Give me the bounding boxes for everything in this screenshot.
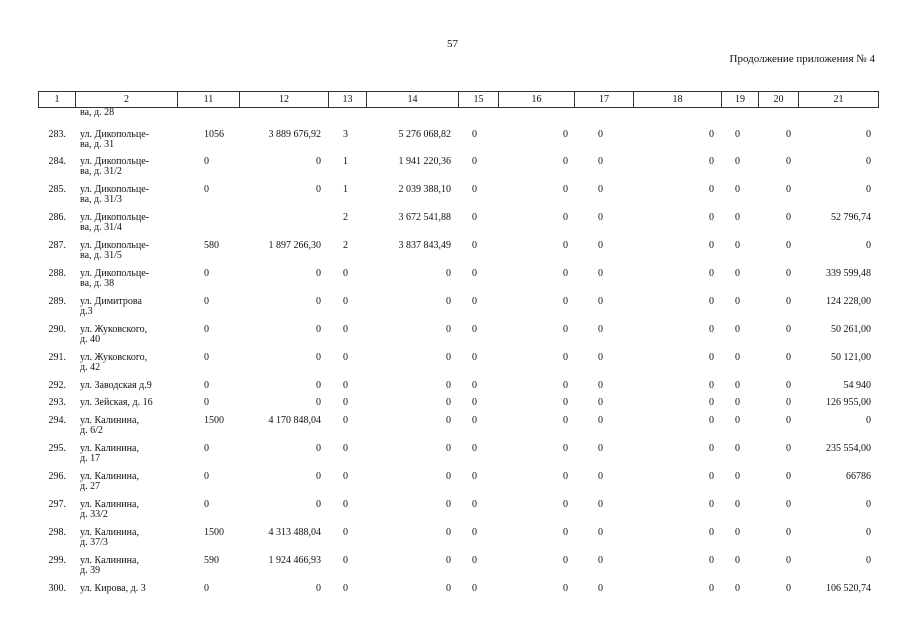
cell-col-13: 0 (343, 583, 348, 594)
address-line: ва, д. 31/2 (80, 165, 122, 177)
column-header-19: 19 (721, 92, 758, 107)
row-number: 295. (48, 443, 66, 454)
cell-col-14: 3 672 541,88 (398, 212, 451, 223)
cell-col-19: 0 (735, 499, 740, 510)
cell-col-11: 0 (204, 296, 209, 307)
cell-col-13: 0 (343, 471, 348, 482)
cell-col-18: 0 (709, 129, 714, 140)
row-number: 299. (48, 555, 66, 566)
cell-col-19: 0 (735, 415, 740, 426)
cell-col-18: 0 (709, 156, 714, 167)
column-header-15: 15 (458, 92, 498, 107)
cell-col-15: 0 (472, 184, 477, 195)
cell-col-14: 0 (446, 415, 451, 426)
cell-col-14: 0 (446, 443, 451, 454)
cell-col-12: 0 (316, 397, 321, 408)
address-cell (80, 353, 190, 372)
cell-col-16: 0 (563, 583, 568, 594)
row-number: 294. (48, 415, 66, 426)
cell-col-16: 0 (563, 380, 568, 391)
cell-col-12: 0 (316, 268, 321, 279)
cell-col-17: 0 (598, 471, 603, 482)
cell-col-16: 0 (563, 471, 568, 482)
address-line: ва, д. 31 (80, 138, 115, 150)
cell-col-19: 0 (735, 443, 740, 454)
cell-col-17: 0 (598, 583, 603, 594)
cell-col-20: 0 (786, 324, 791, 335)
cell-col-21: 50 261,00 (831, 324, 871, 335)
cell-col-14: 1 941 220,36 (398, 156, 451, 167)
cell-col-20: 0 (786, 380, 791, 391)
cell-col-21: 339 599,48 (826, 268, 871, 279)
address-cell (80, 269, 190, 288)
cell-col-20: 0 (786, 499, 791, 510)
row-number: 291. (48, 352, 66, 363)
cell-col-19: 0 (735, 397, 740, 408)
address-cell (80, 472, 190, 491)
cell-col-16: 0 (563, 184, 568, 195)
cell-col-11: 0 (204, 268, 209, 279)
address-line: ва, д. 31/4 (80, 221, 122, 233)
address-line: ул. Дикопольце- (80, 184, 149, 195)
cell-col-13: 0 (343, 380, 348, 391)
cell-col-14: 0 (446, 324, 451, 335)
cell-col-19: 0 (735, 129, 740, 140)
cell-col-21: 0 (866, 415, 871, 426)
cell-col-14: 3 837 843,49 (398, 240, 451, 251)
address-line: ул. Калинина, (80, 443, 139, 454)
cell-col-11: 590 (204, 555, 219, 566)
cell-col-18: 0 (709, 471, 714, 482)
continued-address: ва, д. 28 (80, 107, 115, 118)
cell-col-16: 0 (563, 397, 568, 408)
cell-col-20: 0 (786, 583, 791, 594)
cell-col-19: 0 (735, 380, 740, 391)
cell-col-18: 0 (709, 352, 714, 363)
address-line: ул. Калинина, (80, 527, 139, 538)
cell-col-15: 0 (472, 268, 477, 279)
cell-col-13: 3 (343, 129, 348, 140)
address-cell (80, 528, 190, 547)
address-cell (80, 398, 190, 408)
cell-col-18: 0 (709, 296, 714, 307)
cell-col-19: 0 (735, 268, 740, 279)
cell-col-15: 0 (472, 380, 477, 391)
cell-col-15: 0 (472, 240, 477, 251)
row-number: 292. (48, 380, 66, 391)
address-cell (80, 325, 190, 344)
cell-col-20: 0 (786, 555, 791, 566)
address-line: д.3 (80, 305, 93, 317)
cell-col-20: 0 (786, 352, 791, 363)
cell-col-19: 0 (735, 184, 740, 195)
cell-col-16: 0 (563, 268, 568, 279)
cell-col-21: 0 (866, 156, 871, 167)
cell-col-11: 0 (204, 324, 209, 335)
cell-col-14: 0 (446, 471, 451, 482)
cell-col-20: 0 (786, 240, 791, 251)
cell-col-15: 0 (472, 156, 477, 167)
cell-col-11: 0 (204, 380, 209, 391)
address-cell (80, 297, 190, 316)
address-cell (80, 130, 190, 149)
cell-col-12: 0 (316, 380, 321, 391)
row-number: 293. (48, 397, 66, 408)
cell-col-18: 0 (709, 184, 714, 195)
cell-col-12: 1 897 266,30 (268, 240, 321, 251)
cell-col-16: 0 (563, 324, 568, 335)
cell-col-15: 0 (472, 129, 477, 140)
cell-col-14: 0 (446, 397, 451, 408)
cell-col-17: 0 (598, 352, 603, 363)
cell-col-21: 106 520,74 (826, 583, 871, 594)
cell-col-11: 0 (204, 156, 209, 167)
cell-col-12: 0 (316, 443, 321, 454)
table-column-header (38, 91, 879, 108)
address-line: ул. Дикопольце- (80, 240, 149, 251)
address-line: д. 6/2 (80, 424, 103, 436)
row-number: 297. (48, 499, 66, 510)
cell-col-18: 0 (709, 443, 714, 454)
column-header-17: 17 (574, 92, 633, 107)
cell-col-13: 0 (343, 324, 348, 335)
cell-col-14: 0 (446, 583, 451, 594)
cell-col-14: 2 039 388,10 (398, 184, 451, 195)
cell-col-15: 0 (472, 443, 477, 454)
address-line: ул. Дикопольце- (80, 156, 149, 167)
column-header-20: 20 (758, 92, 798, 107)
cell-col-21: 66786 (846, 471, 871, 482)
row-number: 289. (48, 296, 66, 307)
cell-col-16: 0 (563, 129, 568, 140)
address-cell (80, 444, 190, 463)
cell-col-16: 0 (563, 527, 568, 538)
cell-col-12: 0 (316, 583, 321, 594)
cell-col-13: 0 (343, 499, 348, 510)
address-line: ул. Жуковского, (80, 352, 148, 363)
cell-col-16: 0 (563, 296, 568, 307)
cell-col-17: 0 (598, 499, 603, 510)
address-line: ул. Дикопольце- (80, 268, 149, 279)
address-line: ва, д. 31/3 (80, 193, 122, 205)
cell-col-20: 0 (786, 296, 791, 307)
address-line: ул. Калинина, (80, 555, 139, 566)
row-number: 285. (48, 184, 66, 195)
cell-col-19: 0 (735, 352, 740, 363)
row-number: 296. (48, 471, 66, 482)
column-header-14: 14 (366, 92, 458, 107)
cell-col-20: 0 (786, 268, 791, 279)
cell-col-14: 0 (446, 380, 451, 391)
cell-col-13: 0 (343, 443, 348, 454)
cell-col-16: 0 (563, 156, 568, 167)
cell-col-13: 0 (343, 296, 348, 307)
cell-col-18: 0 (709, 268, 714, 279)
row-number: 287. (48, 240, 66, 251)
cell-col-18: 0 (709, 527, 714, 538)
cell-col-17: 0 (598, 324, 603, 335)
row-number: 290. (48, 324, 66, 335)
cell-col-11: 0 (204, 583, 209, 594)
address-cell (80, 556, 190, 575)
cell-col-13: 2 (343, 212, 348, 223)
cell-col-21: 0 (866, 240, 871, 251)
cell-col-18: 0 (709, 415, 714, 426)
row-number: 284. (48, 156, 66, 167)
cell-col-11: 1500 (204, 415, 224, 426)
cell-col-12: 0 (316, 499, 321, 510)
cell-col-21: 0 (866, 184, 871, 195)
address-line: ул. Калинина, (80, 499, 139, 510)
cell-col-18: 0 (709, 212, 714, 223)
address-line: д. 42 (80, 361, 101, 373)
cell-col-12: 0 (316, 156, 321, 167)
cell-col-15: 0 (472, 471, 477, 482)
cell-col-14: 5 276 068,82 (398, 129, 451, 140)
cell-col-11: 0 (204, 443, 209, 454)
cell-col-18: 0 (709, 555, 714, 566)
cell-col-12: 1 924 466,93 (268, 555, 321, 566)
cell-col-17: 0 (598, 129, 603, 140)
cell-col-11: 0 (204, 184, 209, 195)
cell-col-13: 1 (343, 184, 348, 195)
address-line: д. 33/2 (80, 508, 108, 520)
cell-col-11: 0 (204, 499, 209, 510)
cell-col-20: 0 (786, 212, 791, 223)
column-header-18: 18 (633, 92, 721, 107)
page-number: 57 (447, 38, 458, 50)
row-number: 288. (48, 268, 66, 279)
cell-col-12: 4 313 488,04 (268, 527, 321, 538)
cell-col-13: 0 (343, 397, 348, 408)
address-cell (80, 157, 190, 176)
cell-col-12: 0 (316, 324, 321, 335)
cell-col-21: 0 (866, 527, 871, 538)
row-number: 286. (48, 212, 66, 223)
cell-col-15: 0 (472, 583, 477, 594)
cell-col-17: 0 (598, 380, 603, 391)
cell-col-17: 0 (598, 527, 603, 538)
address-line: д. 17 (80, 452, 101, 464)
cell-col-14: 0 (446, 499, 451, 510)
cell-col-18: 0 (709, 397, 714, 408)
address-line: ва, д. 38 (80, 277, 115, 289)
cell-col-15: 0 (472, 324, 477, 335)
address-line: ул. Димитрова (80, 296, 142, 307)
cell-col-17: 0 (598, 397, 603, 408)
cell-col-21: 0 (866, 555, 871, 566)
cell-col-21: 50 121,00 (831, 352, 871, 363)
cell-col-11: 580 (204, 240, 219, 251)
appendix-caption: Продолжение приложения № 4 (729, 53, 875, 65)
cell-col-17: 0 (598, 212, 603, 223)
cell-col-17: 0 (598, 555, 603, 566)
cell-col-21: 124 228,00 (826, 296, 871, 307)
cell-col-13: 1 (343, 156, 348, 167)
column-header-21: 21 (798, 92, 878, 107)
cell-col-18: 0 (709, 240, 714, 251)
cell-col-21: 54 940 (843, 380, 871, 391)
address-line: ул. Заводская д.9 (80, 380, 152, 391)
address-cell (80, 500, 190, 519)
address-cell (80, 241, 190, 260)
column-header-1: 1 (54, 94, 60, 105)
address-cell (80, 416, 190, 435)
cell-col-12: 3 889 676,92 (268, 129, 321, 140)
address-line: д. 39 (80, 564, 101, 576)
cell-col-21: 0 (866, 499, 871, 510)
cell-col-19: 0 (735, 527, 740, 538)
column-header-12: 12 (239, 92, 328, 107)
cell-col-21: 235 554,00 (826, 443, 871, 454)
cell-col-18: 0 (709, 499, 714, 510)
cell-col-17: 0 (598, 443, 603, 454)
cell-col-16: 0 (563, 352, 568, 363)
cell-col-20: 0 (786, 129, 791, 140)
row-number: 300. (48, 583, 66, 594)
cell-col-15: 0 (472, 296, 477, 307)
cell-col-17: 0 (598, 268, 603, 279)
cell-col-16: 0 (563, 443, 568, 454)
cell-col-19: 0 (735, 212, 740, 223)
cell-col-16: 0 (563, 415, 568, 426)
cell-col-11: 1056 (204, 129, 224, 140)
cell-col-15: 0 (472, 212, 477, 223)
cell-col-19: 0 (735, 471, 740, 482)
cell-col-17: 0 (598, 184, 603, 195)
cell-col-20: 0 (786, 443, 791, 454)
cell-col-16: 0 (563, 555, 568, 566)
column-header-13: 13 (328, 92, 366, 107)
address-line: ул. Калинина, (80, 471, 139, 482)
cell-col-14: 0 (446, 268, 451, 279)
cell-col-14: 0 (446, 527, 451, 538)
address-line: д. 40 (80, 333, 101, 345)
cell-col-15: 0 (472, 352, 477, 363)
address-line: ва, д. 31/5 (80, 249, 122, 261)
cell-col-21: 126 955,00 (826, 397, 871, 408)
cell-col-17: 0 (598, 415, 603, 426)
cell-col-17: 0 (598, 156, 603, 167)
cell-col-19: 0 (735, 555, 740, 566)
cell-col-16: 0 (563, 240, 568, 251)
cell-col-12: 4 170 848,04 (268, 415, 321, 426)
cell-col-19: 0 (735, 324, 740, 335)
cell-col-20: 0 (786, 471, 791, 482)
cell-col-20: 0 (786, 397, 791, 408)
cell-col-11: 0 (204, 397, 209, 408)
cell-col-21: 52 796,74 (831, 212, 871, 223)
cell-col-18: 0 (709, 583, 714, 594)
cell-col-14: 0 (446, 296, 451, 307)
cell-col-12: 0 (316, 184, 321, 195)
cell-col-19: 0 (735, 156, 740, 167)
cell-col-12: 0 (316, 471, 321, 482)
cell-col-12: 0 (316, 352, 321, 363)
address-line: ул. Дикопольце- (80, 129, 149, 140)
cell-col-15: 0 (472, 415, 477, 426)
cell-col-20: 0 (786, 527, 791, 538)
column-header-11: 11 (177, 92, 239, 107)
row-number: 298. (48, 527, 66, 538)
cell-col-13: 0 (343, 555, 348, 566)
cell-col-21: 0 (866, 129, 871, 140)
address-line: ул. Дикопольце- (80, 212, 149, 223)
address-line: ул. Калинина, (80, 415, 139, 426)
row-number: 283. (48, 129, 66, 140)
cell-col-18: 0 (709, 324, 714, 335)
column-header-16: 16 (498, 92, 574, 107)
cell-col-14: 0 (446, 555, 451, 566)
address-line: ул. Жуковского, (80, 324, 148, 335)
cell-col-14: 0 (446, 352, 451, 363)
cell-col-12: 0 (316, 296, 321, 307)
cell-col-13: 0 (343, 268, 348, 279)
cell-col-18: 0 (709, 380, 714, 391)
cell-col-20: 0 (786, 184, 791, 195)
cell-col-20: 0 (786, 415, 791, 426)
address-line: ул. Кирова, д. 3 (80, 583, 146, 594)
address-cell (80, 584, 190, 594)
cell-col-15: 0 (472, 499, 477, 510)
cell-col-11: 0 (204, 352, 209, 363)
cell-col-15: 0 (472, 527, 477, 538)
address-line: д. 37/3 (80, 536, 108, 548)
address-line: ул. Зейская, д. 16 (80, 397, 153, 408)
cell-col-19: 0 (735, 583, 740, 594)
cell-col-11: 0 (204, 471, 209, 482)
address-cell (80, 185, 190, 204)
cell-col-13: 2 (343, 240, 348, 251)
cell-col-13: 0 (343, 527, 348, 538)
cell-col-16: 0 (563, 499, 568, 510)
cell-col-13: 0 (343, 352, 348, 363)
cell-col-17: 0 (598, 240, 603, 251)
cell-col-17: 0 (598, 296, 603, 307)
address-cell (80, 213, 190, 232)
address-line: д. 27 (80, 480, 101, 492)
cell-col-15: 0 (472, 397, 477, 408)
cell-col-15: 0 (472, 555, 477, 566)
address-cell (80, 381, 190, 391)
cell-col-11: 1500 (204, 527, 224, 538)
cell-col-13: 0 (343, 415, 348, 426)
cell-col-16: 0 (563, 212, 568, 223)
cell-col-20: 0 (786, 156, 791, 167)
cell-col-19: 0 (735, 296, 740, 307)
cell-col-19: 0 (735, 240, 740, 251)
column-header-2: 2 (75, 92, 177, 107)
